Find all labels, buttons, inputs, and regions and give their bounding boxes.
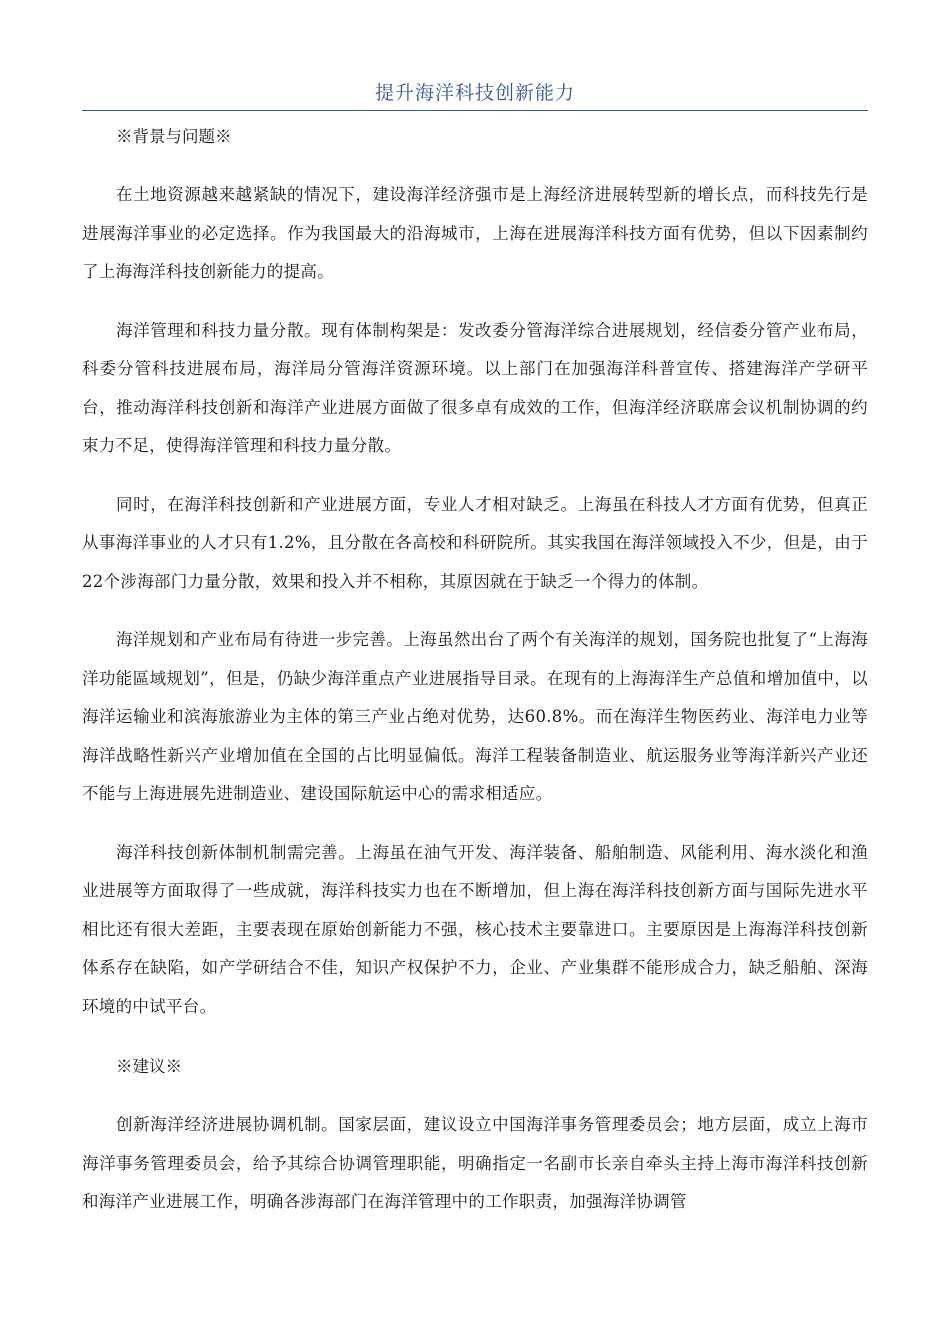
- paragraph: 海洋管理和科技力量分散。现有体制构架是：发改委分管海洋综合进展规划，经信委分管产业布局，科委分管科技进展布局，海洋局分管海洋资源环境。以上部门在加强海洋科普宣传、搭建海洋产学研平台，推动海洋科技创新和海洋产业进展方面做了很多卓有成效的工作，但海洋经济联席会议机制协调的约束力不足，使得海洋管理和科技力量分散。: [82, 320, 868, 455]
- paragraph: 海洋科技创新体制机制需完善。上海虽在油气开发、海洋装备、船舶制造、风能利用、海水淡化和渔业进展等方面取得了一些成就，海洋科技实力也在不断增加，但上海在海洋科技创新方面与国际先进水平相比还有很大差距，主要表现在原始创新能力不强，核心技术主要靠进口。主要原因是上海海洋科技创新体系存在缺陷，如产学研结合不佳，知识产权保护不力，企业、产业集群不能形成合力，缺乏船舶、深海环境的中试平台。: [82, 842, 868, 1016]
- section-heading-background: ※背景与问题※: [116, 127, 232, 146]
- paragraph: 创新海洋经济进展协调机制。国家层面，建议设立中国海洋事务管理委员会；地方层面，成立上海市海洋事务管理委员会，给予其综合协调管理职能，明确指定一名副市长亲自牵头主持上海市海洋科技创新和海洋产业进展工作，明确各涉海部门在海洋管理中的工作职责，加强海洋协调管: [82, 1115, 868, 1211]
- page-header: [82, 76, 868, 111]
- paragraph: 同时，在海洋科技创新和产业进展方面，专业人才相对缺乏。上海虽在科技人才方面有优势，但真正从事海洋事业的人才只有1.2%，且分散在各高校和科研院所。其实我国在海洋领域投入不少，但是，由于22个涉海部门力量分散，效果和投入并不相称，其原因就在于缺乏一个得力的体制。: [82, 494, 868, 591]
- paragraph: 海洋规划和产业布局有待进一步完善。上海虽然出台了两个有关海洋的规划，国务院也批复了“上海海洋功能區域规划”，但是，仍缺少海洋重点产业进展指导目录。在现有的上海海洋生产总值和增加值中，以海洋运输业和滨海旅游业为主体的第三产业占绝对优势，达60.8%。而在海洋生物医药业、海洋电力业等海洋战略性新兴产业增加值在全国的占比明显偏低。海洋工程装备制造业、航运服务业等海洋新兴产业还不能与上海进展先进制造业、建设国际航运中心的需求相适应。: [82, 630, 868, 803]
- paragraph: 在土地资源越来越紧缺的情况下，建设海洋经济强市是上海经济进展转型新的增长点，而科技先行是进展海洋事业的必定选择。作为我国最大的沿海城市，上海在进展海洋科技方面有优势，但以下因素制约了上海海洋科技创新能力的提高。: [82, 185, 868, 281]
- page-title: 提升海洋科技创新能力: [374, 82, 575, 104]
- document-body: [82, 118, 868, 1222]
- section-heading-suggestions: ※建议※: [116, 1057, 182, 1076]
